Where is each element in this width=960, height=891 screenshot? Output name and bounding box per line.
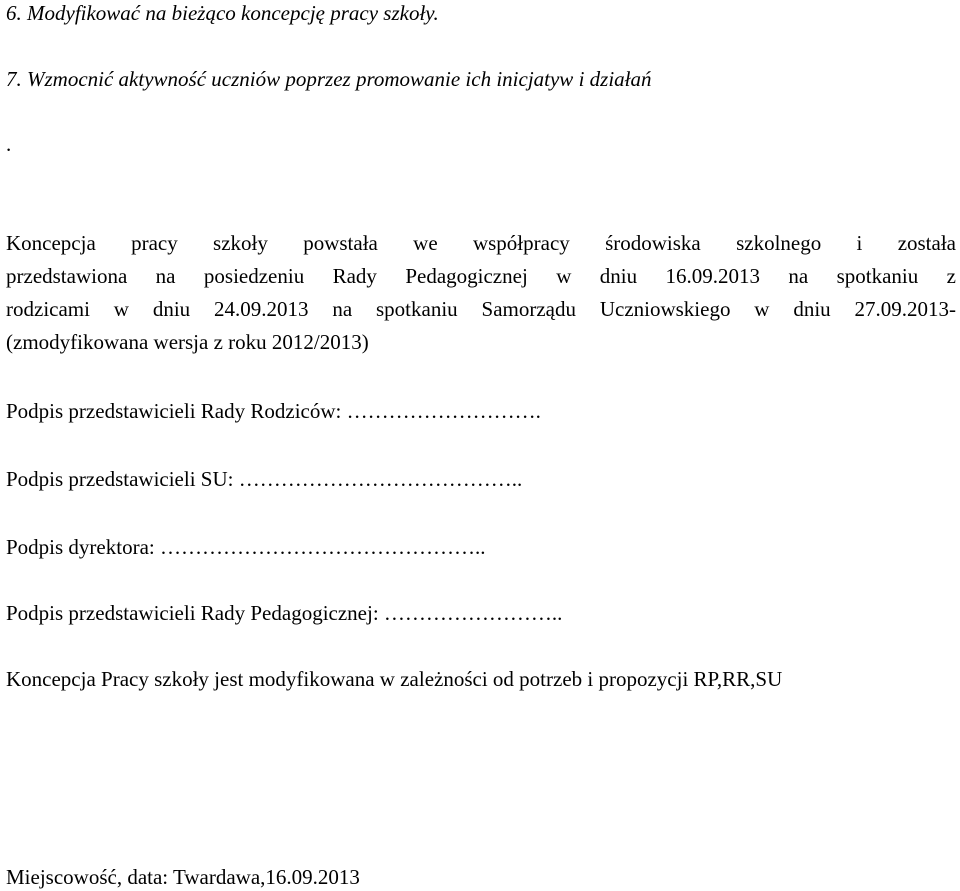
separator-dot: . [6, 132, 12, 156]
signature-teachers: Podpis przedstawicieli Rady Pedagogicznej: …………………….. [6, 601, 563, 625]
paragraph-line: przedstawiona na posiedzeniu Rady Pedagogicznej w dniu 16.09.2013 na spotkaniu z [6, 264, 956, 288]
signature-parents: Podpis przedstawicieli Rady Rodziców: ………………………. [6, 399, 541, 423]
signature-su: Podpis przedstawicieli SU: ………………………………….. [6, 467, 523, 491]
paragraph-line: Koncepcja pracy szkoły powstała we współpracy środowiska szkolnego i została [6, 231, 956, 255]
list-item-6: 6. Modyfikować na bieżąco koncepcję pracy szkoły. [6, 1, 439, 25]
modification-note: Koncepcja Pracy szkoły jest modyfikowana w zależności od potrzeb i propozycji RP,RR,SU [6, 667, 783, 691]
signature-director: Podpis dyrektora: ……………………………………….. [6, 535, 486, 559]
paragraph-line: (zmodyfikowana wersja z roku 2012/2013) [6, 330, 369, 354]
place-date: Miejscowość, data: Twardawa,16.09.2013 [6, 865, 360, 889]
paragraph-line: rodzicami w dniu 24.09.2013 na spotkaniu Samorządu Uczniowskiego w dniu 27.09.2013- [6, 297, 956, 321]
list-item-7: 7. Wzmocnić aktywność uczniów poprzez promowanie ich inicjatyw i działań [6, 67, 652, 91]
concept-paragraph [6, 227, 956, 359]
